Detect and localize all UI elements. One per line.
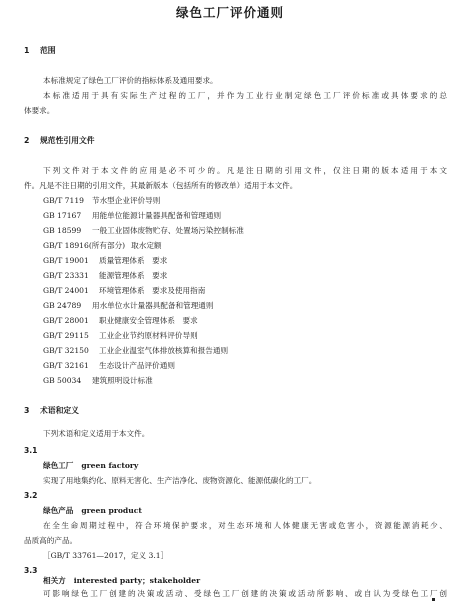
section-3-title: 术语和定义	[40, 406, 79, 415]
reference-item: GB/T 7119 节水型企业评价导则	[43, 196, 161, 205]
reference-item: GB/T 32150 工业企业温室气体排放核算和报告通则	[43, 346, 229, 355]
section-3-heading	[24, 406, 79, 416]
term-number: 3.1	[24, 446, 38, 455]
section-3-intro: 下列术语和定义适用于本文件。	[43, 429, 150, 438]
section-2-heading	[24, 136, 95, 146]
term-heading: 绿色工厂 green factory	[43, 461, 139, 470]
reference-item: GB/T 32161 生态设计产品评价通则	[43, 361, 175, 370]
section-1-paragraph-2-line-2: 体要求。	[24, 106, 55, 115]
section-2-paragraph-line-1: 下列文件对于本文件的应用是必不可少的。凡是注日期的引用文件，仅注日期的版本适用于本文	[43, 166, 447, 175]
reference-item: GB 24789 用水单位水计量器具配备和管理通则	[43, 301, 214, 310]
term-number: 3.2	[24, 491, 38, 500]
term-definition-line-1: 在全生命周期过程中，符合环境保护要求，对生态环境和人体健康无害或危害小，资源能源消耗少、	[43, 521, 447, 530]
document-title: 绿色工厂评价通则	[175, 5, 284, 20]
term-heading: 绿色产品 green product	[43, 506, 142, 515]
reference-item: GB/T 28001 职业健康安全管理体系 要求	[43, 316, 198, 325]
reference-item: GB/T 29115 工业企业节约原材料评价导则	[43, 331, 198, 340]
section-1-paragraph-2-line-1: 本标准适用于具有实际生产过程的工厂，并作为工业行业制定绿色工厂评价标准或具体要求的总	[43, 91, 447, 100]
term-definition: 实现了用地集约化、原料无害化、生产洁净化、废物资源化、能源低碳化的工厂。	[43, 476, 317, 485]
section-1-title: 范围	[40, 46, 56, 55]
page-dot-mark	[432, 598, 435, 601]
term-number: 3.3	[24, 566, 38, 575]
section-3-number: 3	[24, 406, 30, 415]
section-1-number: 1	[24, 46, 30, 55]
section-2-paragraph-line-2: 件。凡是不注日期的引用文件，其最新版本（包括所有的修改单）适用于本文件。	[24, 181, 298, 190]
section-1-paragraph-1: 本标准规定了绿色工厂评价的指标体系及通用要求。	[43, 76, 218, 85]
reference-item: GB/T 18916(所有部分) 取水定额	[43, 241, 162, 250]
reference-item: GB/T 19001 质量管理体系 要求	[43, 256, 168, 265]
term-definition-line-2: 品质高的产品。	[24, 536, 78, 545]
term-heading: 相关方 interested party；stakeholder	[43, 576, 201, 585]
reference-item: GB/T 24001 环境管理体系 要求及使用指南	[43, 286, 206, 295]
section-2-number: 2	[24, 136, 30, 145]
reference-item: GB 18599 一般工业固体废物贮存、处置场污染控制标准	[43, 226, 244, 235]
term-definition-line-1: 可影响绿色工厂创建的决策或活动、受绿色工厂创建的决策或活动所影响、或自认为受绿色工厂创	[43, 589, 447, 598]
reference-item: GB 17167 用能单位能源计量器具配备和管理通则	[43, 211, 222, 220]
section-2-title: 规范性引用文件	[40, 136, 95, 145]
reference-item: GB 50034 建筑照明设计标准	[43, 376, 153, 385]
section-1-heading	[24, 46, 56, 56]
term-source: ［GB/T 33761—2017，定义 3.1］	[43, 551, 169, 560]
reference-item: GB/T 23331 能源管理体系 要求	[43, 271, 168, 280]
